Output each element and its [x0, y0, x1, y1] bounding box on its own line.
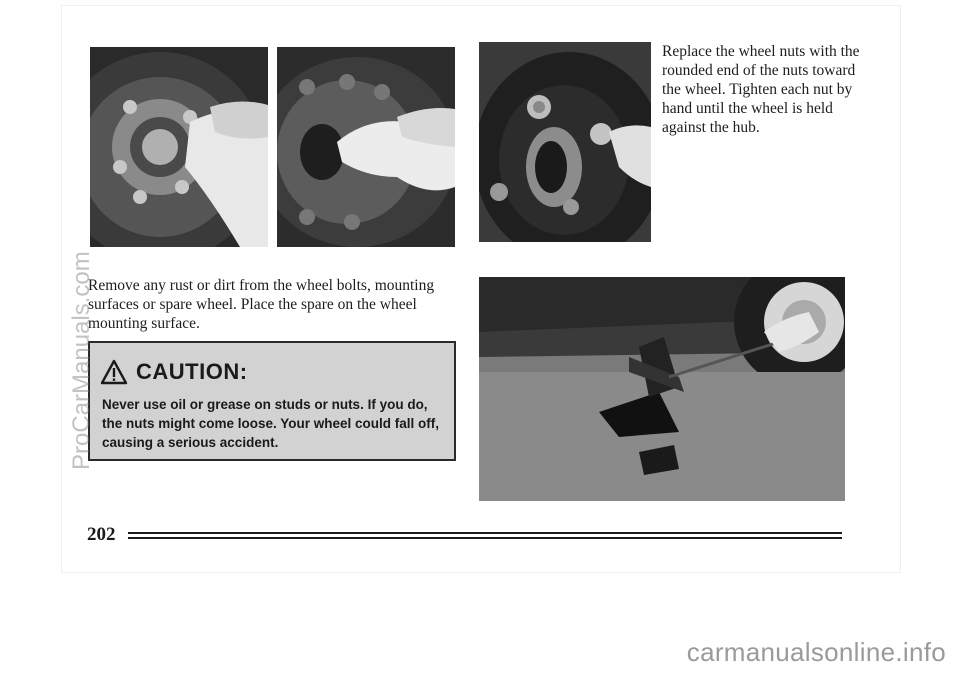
- page-number: 202: [87, 524, 116, 545]
- spare-wheel-photo: [277, 47, 455, 247]
- warning-triangle-icon: [100, 359, 128, 385]
- footer-rule: [128, 532, 842, 541]
- caution-box: [88, 341, 456, 461]
- side-watermark: ProCarManuals.com: [68, 251, 95, 470]
- jack-photo: [479, 277, 845, 501]
- caution-heading: [100, 359, 248, 385]
- instruction-clean-text: Remove any rust or dirt from the wheel bolts, mounting surfaces or spare wheel. Place the spare on the wheel mounting surface.: [88, 277, 435, 332]
- wheel-nut-photo: [479, 42, 651, 242]
- caution-title: CAUTION:: [136, 359, 248, 384]
- caution-body-text: Never use oil or grease on studs or nuts. If you do, the nuts might come loose. Your wheel could fall off, causing a serious accident.: [102, 397, 440, 450]
- wheel-hub-photo: [90, 47, 268, 247]
- bottom-watermark: carmanualsonline.info: [686, 637, 946, 667]
- instruction-nuts-text: Replace the wheel nuts with the rounded end of the nuts toward the wheel. Tighten each nut by hand until the wheel is held against the hub.: [662, 43, 860, 136]
